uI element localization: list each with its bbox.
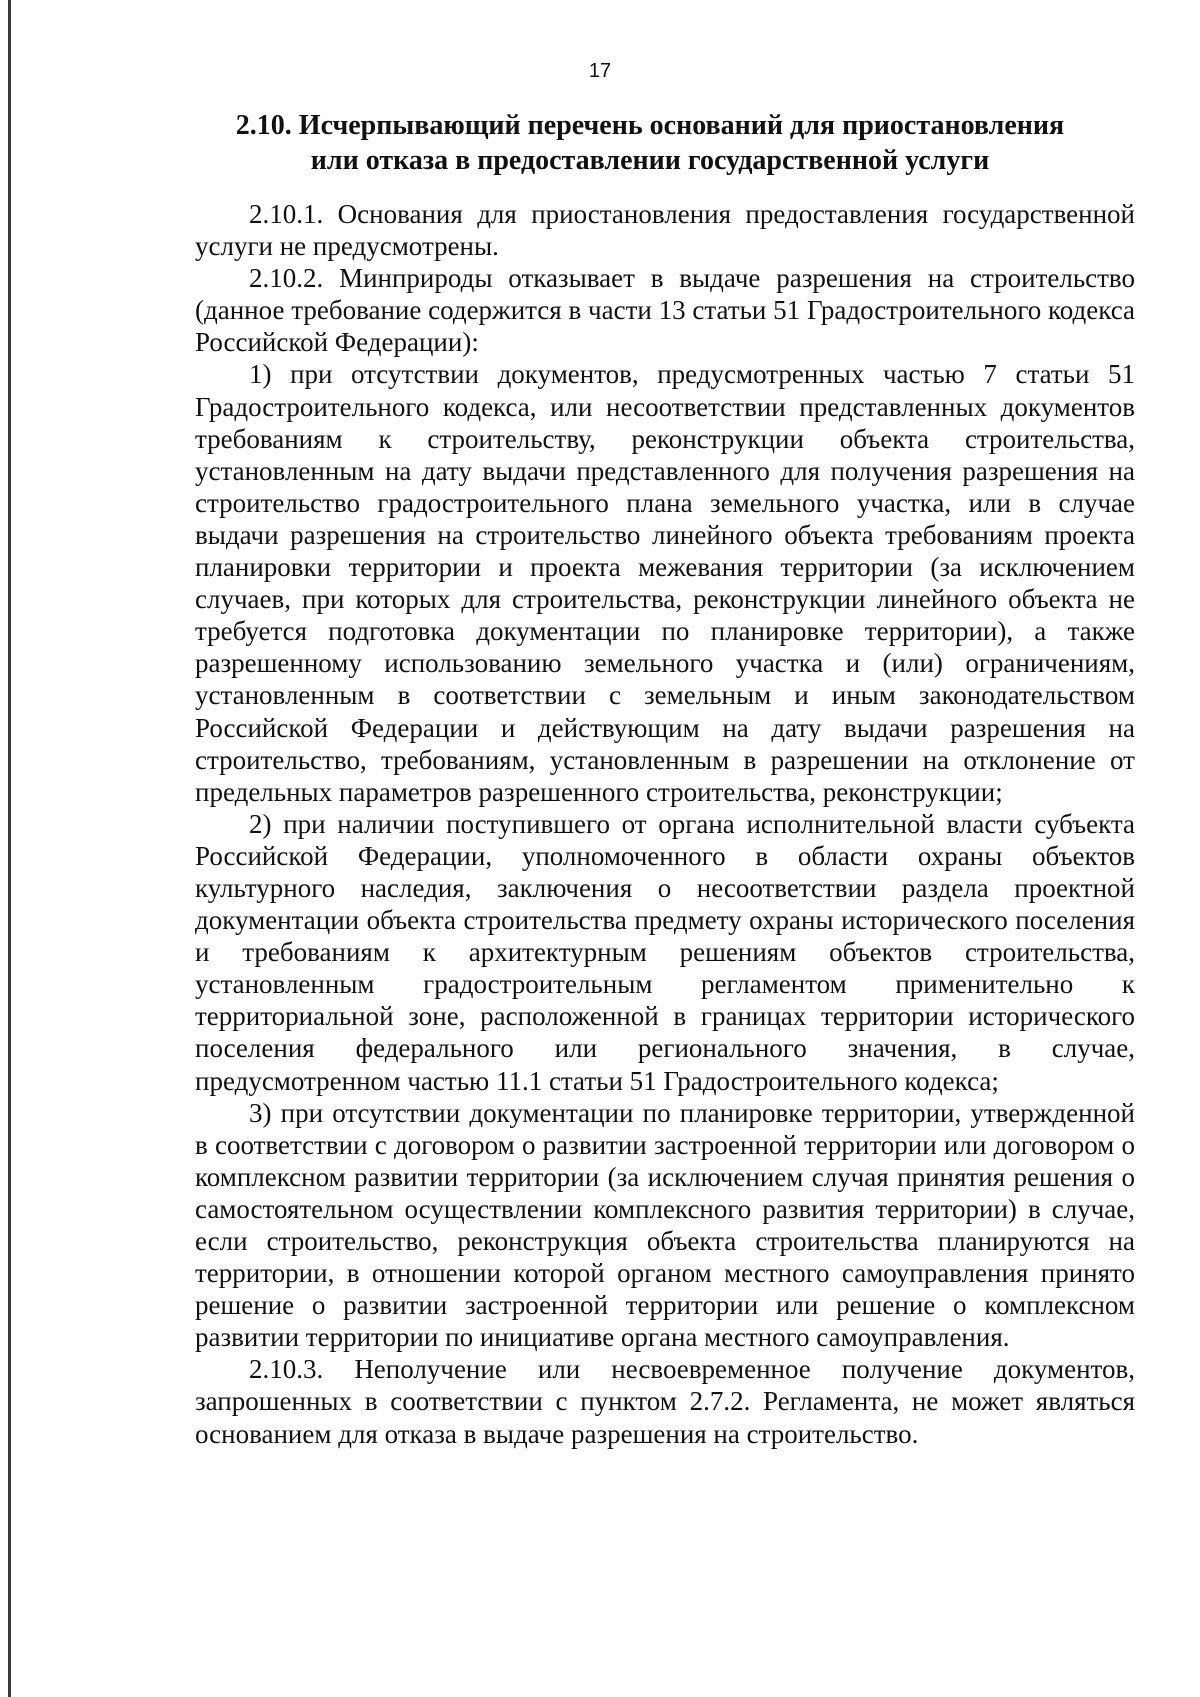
paragraph-item-1: 1) при отсутствии документов, предусмотренных частью 7 статьи 51 Градостроительного кодекса, или несоответствии представленных документов требованиям к строительству, реконструкции объекта строительства, установленным на дату выдачи представленного для получения разрешения на строительство градостроительного плана земельного участка, или в случае выдачи разрешения на строительство линейного объекта требованиям проекта планировки территории и проекта межевания территории (за исключением случаев, при которых для строительства, реконструкции линейного объекта не требуется подготовка документации по планировке территории), а также разрешенному использованию земельного участка и (или) ограничениям, установленным в соответствии с земельным и иным законодательством Российской Федерации и действующим на дату выдачи разрешения на строительство, требованиям, установленным в разрешении на отклонение от предельных параметров разрешенного строительства, реконструкции;	[195, 359, 1135, 807]
section-heading	[150, 108, 1150, 178]
document-body	[195, 198, 1135, 1450]
paragraph-2-10-1: 2.10.1. Основания для приостановления предоставления государственной услуги не предусмотрены.	[195, 199, 1135, 262]
scan-edge-line	[8, 0, 11, 1697]
paragraph-item-2: 2) при наличии поступившего от органа исполнительной власти субъекта Российской Федерации, уполномоченного в области охраны объектов культурного наследия, заключения о несоответствии раздела проектной документации объекта строительства предмету охраны исторического поселения и требованиям к архитектурным решениям объектов строительства, установленным градостроительным регламентом применительно к территориальной зоне, расположенной в границах территории исторического поселения федерального или регионального значения, в случае, предусмотренном частью 11.1 статьи 51 Градостроительного кодекса;	[195, 808, 1135, 1096]
section-heading-line-1: 2.10. Исчерпывающий перечень оснований для приостановления	[235, 110, 1065, 141]
paragraph-item-3: 3) при отсутствии документации по планировке территории, утвержденной в соответствии с договором о развитии застроенной территории или договором о комплексном развитии территории (за исключением случая принятия решения о самостоятельном осуществлении комплексного развития территории) в случае, если строительство, реконструкция объекта строительства планируются на территории, в отношении которой органом местного самоуправления принято решение о развитии застроенной территории или решение о комплексном развитии территории по инициативе органа местного самоуправления.	[195, 1097, 1135, 1353]
paragraph-2-10-2: 2.10.2. Минприроды отказывает в выдаче разрешения на строительство (данное требование содержится в части 13 статьи 51 Градостроительного кодекса Российской Федерации):	[195, 263, 1135, 358]
page-number: 17	[588, 60, 612, 82]
paragraph-2-10-3: 2.10.3. Неполучение или несвоевременное получение документов, запрошенных в соответствии с пунктом 2.7.2. Регламента, не может являться основанием для отказа в выдаче разрешения на строительство.	[195, 1354, 1135, 1449]
section-heading-line-2: или отказа в предоставлении государственной услуги	[310, 145, 990, 176]
